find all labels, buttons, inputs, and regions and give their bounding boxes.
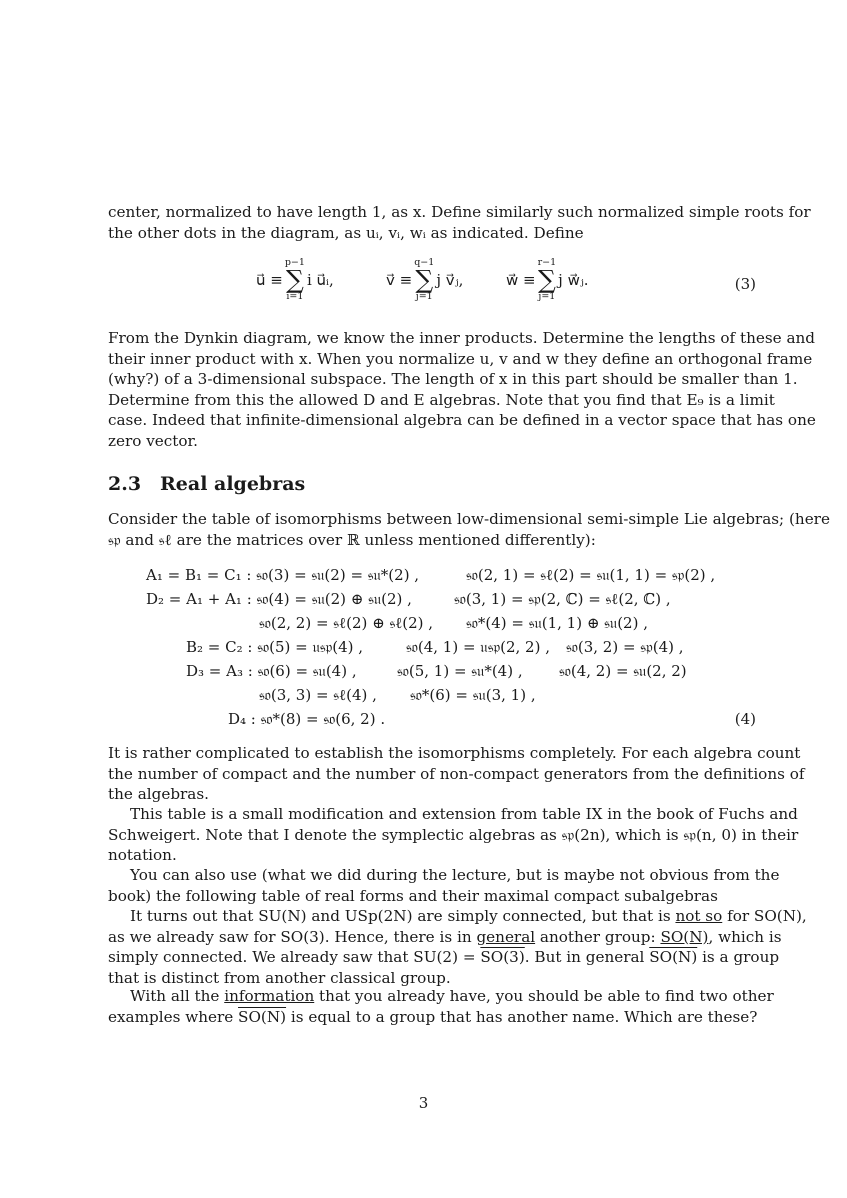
- w-sum: [506, 258, 589, 302]
- eq4-row-3-col-2: 𝔰𝔬*(4) = 𝔰𝔲(1, 1) ⊕ 𝔰𝔲(2) ,: [466, 614, 648, 632]
- text-line: It is rather complicated to establish the isomorphisms completely. For each algebra count: [108, 744, 801, 762]
- table-intro-paragraph: [108, 509, 830, 550]
- sigma-glyph: ∑: [285, 265, 304, 294]
- eq-body: j w⃗ⱼ.: [558, 271, 589, 289]
- underlined-text: information: [224, 987, 315, 1005]
- eq4-row-4-col-2: 𝔰𝔬(4, 1) = 𝔲𝔰𝔭(2, 2) ,: [406, 638, 550, 656]
- section-number: 2.3: [108, 473, 142, 495]
- eq-body: j v⃗ⱼ,: [436, 271, 464, 289]
- fuchs-paragraph: [108, 804, 799, 866]
- text-run: simply connected. We already saw that SU(2) =: [108, 948, 481, 966]
- text-run: for SO(N),: [722, 907, 807, 925]
- overlined-group: SO(N): [660, 927, 709, 946]
- section-title: Real algebras: [160, 473, 306, 495]
- text-line: case. Indeed that infinite-dimensional algebra can be defined in a vector space that has one: [108, 411, 816, 429]
- text-line: You can also use (what we did during the lecture, but is maybe not obvious from the: [130, 866, 780, 884]
- equation-number: (3): [734, 275, 756, 293]
- text-line: Determine from this the allowed D and E algebras. Note that you find that E₉ is a limit: [108, 390, 775, 409]
- text-line: [108, 927, 782, 948]
- intro-paragraph: [108, 202, 811, 243]
- u-sum: [256, 258, 334, 302]
- eq4-row-1-col-1: A₁ = B₁ = C₁ : 𝔰𝔬(3) = 𝔰𝔲(2) = 𝔰𝔲*(2) ,: [146, 566, 420, 584]
- text-line: center, normalized to have length 1, as x. Define similarly such normalized simple roots for: [108, 203, 811, 221]
- eq4-row-6-col-1: 𝔰𝔬(3, 3) = 𝔰ℓ(4) ,: [259, 686, 377, 704]
- v-sum: [386, 258, 463, 302]
- text-run: It turns out that SU(N) and USp(2N) are simply connected, but that is: [130, 907, 676, 925]
- text-run: is a group: [697, 948, 780, 966]
- text-run: as we already saw for SO(3). Hence, there is in: [108, 927, 477, 946]
- sum-lower-limit: j=1: [415, 291, 433, 302]
- text-run: is equal to a group that has another name. Which are these?: [286, 1007, 758, 1026]
- eq4-row-1-col-2: 𝔰𝔬(2, 1) = 𝔰ℓ(2) = 𝔰𝔲(1, 1) = 𝔰𝔭(2) ,: [466, 566, 716, 584]
- text-line: notation.: [108, 846, 177, 864]
- text-line: Consider the table of isomorphisms between low-dimensional semi-simple Lie algebras; (here: [108, 510, 830, 528]
- text-line: (why?) of a 3-dimensional subspace. The length of x in this part should be smaller than 1.: [108, 370, 798, 388]
- eq4-row-5-col-2: 𝔰𝔬(5, 1) = 𝔰𝔲*(4) ,: [397, 662, 523, 680]
- eq4-row-5-col-1: D₃ = A₃ : 𝔰𝔬(6) = 𝔰𝔲(4) ,: [186, 662, 357, 680]
- text-line: that is distinct from another classical group.: [108, 968, 451, 987]
- section-heading: [108, 473, 305, 495]
- sigma-glyph: ∑: [537, 265, 556, 294]
- eq-lhs: v⃗ ≡: [386, 271, 413, 289]
- text-line: Schweigert. Note that I denote the symplectic algebras as 𝔰𝔭(2n), which is 𝔰𝔭(n, 0) in their: [108, 825, 799, 844]
- text-line: This table is a small modification and extension from table IX in the book of Fuchs and: [130, 805, 798, 823]
- text-run: With all the: [130, 987, 225, 1005]
- eq4-row-2-col-1: D₂ = A₁ + A₁ : 𝔰𝔬(4) = 𝔰𝔲(2) ⊕ 𝔰𝔲(2) ,: [146, 590, 412, 608]
- text-line: the number of compact and the number of non-compact generators from the definitions of: [108, 764, 805, 783]
- text-line: the algebras.: [108, 785, 209, 803]
- sum-symbol: [414, 258, 434, 302]
- underlined-text: general: [476, 927, 536, 946]
- eq4-row-3-col-1: 𝔰𝔬(2, 2) = 𝔰ℓ(2) ⊕ 𝔰ℓ(2) ,: [259, 614, 434, 632]
- eq-lhs: u⃗ ≡: [256, 271, 283, 289]
- complicated-paragraph: [108, 743, 805, 805]
- underlined-text: not so: [675, 907, 723, 925]
- text-line: 𝔰𝔭 and 𝔰ℓ are the matrices over ℝ unless mentioned differently):: [108, 530, 596, 549]
- text-line: book) the following table of real forms and their maximal compact subalgebras: [108, 886, 718, 905]
- eq-body: i u⃗ᵢ,: [306, 271, 334, 289]
- real-forms-paragraph: [108, 865, 780, 906]
- sum-upper-limit: r−1: [537, 257, 557, 268]
- text-line: zero vector.: [108, 431, 198, 450]
- text-line: [108, 1007, 756, 1028]
- text-line: [108, 986, 774, 1007]
- text-run: , which is: [708, 927, 782, 946]
- overlined-group: SO(N): [649, 948, 698, 966]
- text-line: [108, 906, 807, 927]
- text-run: that you already have, you should be able to find two other: [314, 987, 774, 1005]
- eq4-row-6-col-2: 𝔰𝔬*(6) = 𝔰𝔲(3, 1) ,: [410, 686, 536, 704]
- eq4-row-4-col-3: 𝔰𝔬(3, 2) = 𝔰𝔭(4) ,: [566, 638, 684, 656]
- text-line: [108, 947, 780, 968]
- page-number: 3: [418, 1094, 429, 1112]
- eq4-row-7-col-1: D₄ : 𝔰𝔬*(8) = 𝔰𝔬(6, 2) .: [228, 710, 386, 728]
- dynkin-paragraph: [108, 328, 816, 451]
- sigma-glyph: ∑: [415, 265, 434, 294]
- overlined-group: SO(N): [238, 1007, 287, 1026]
- simply-connected-paragraph: [108, 906, 807, 988]
- eq4-row-2-col-2: 𝔰𝔬(3, 1) = 𝔰𝔭(2, ℂ) = 𝔰ℓ(2, ℂ) ,: [454, 590, 671, 608]
- text-line: the other dots in the diagram, as uᵢ, vᵢ, wᵢ as indicated. Define: [108, 223, 584, 242]
- sum-symbol: [285, 258, 305, 302]
- eq4-row-4-col-1: B₂ = C₂ : 𝔰𝔬(5) = 𝔲𝔰𝔭(4) ,: [186, 638, 364, 656]
- text-run: another group:: [535, 927, 661, 946]
- equation-number: (4): [734, 710, 756, 728]
- text-run: . But in general: [524, 948, 650, 966]
- final-paragraph: [108, 986, 774, 1027]
- sum-lower-limit: j=1: [538, 291, 556, 302]
- overlined-group: SO(3): [480, 948, 525, 966]
- text-run: examples where: [108, 1007, 239, 1026]
- sum-upper-limit: p−1: [284, 257, 305, 268]
- text-line: From the Dynkin diagram, we know the inner products. Determine the lengths of these and: [108, 329, 816, 347]
- sum-upper-limit: q−1: [414, 257, 435, 268]
- eq-lhs: w⃗ ≡: [506, 271, 536, 289]
- sum-lower-limit: i=1: [286, 291, 304, 302]
- eq4-row-5-col-3: 𝔰𝔬(4, 2) = 𝔰𝔲(2, 2): [559, 662, 687, 680]
- sum-symbol: [538, 258, 557, 302]
- text-line: their inner product with x. When you normalize u, v and w they define an orthogonal frame: [108, 349, 813, 368]
